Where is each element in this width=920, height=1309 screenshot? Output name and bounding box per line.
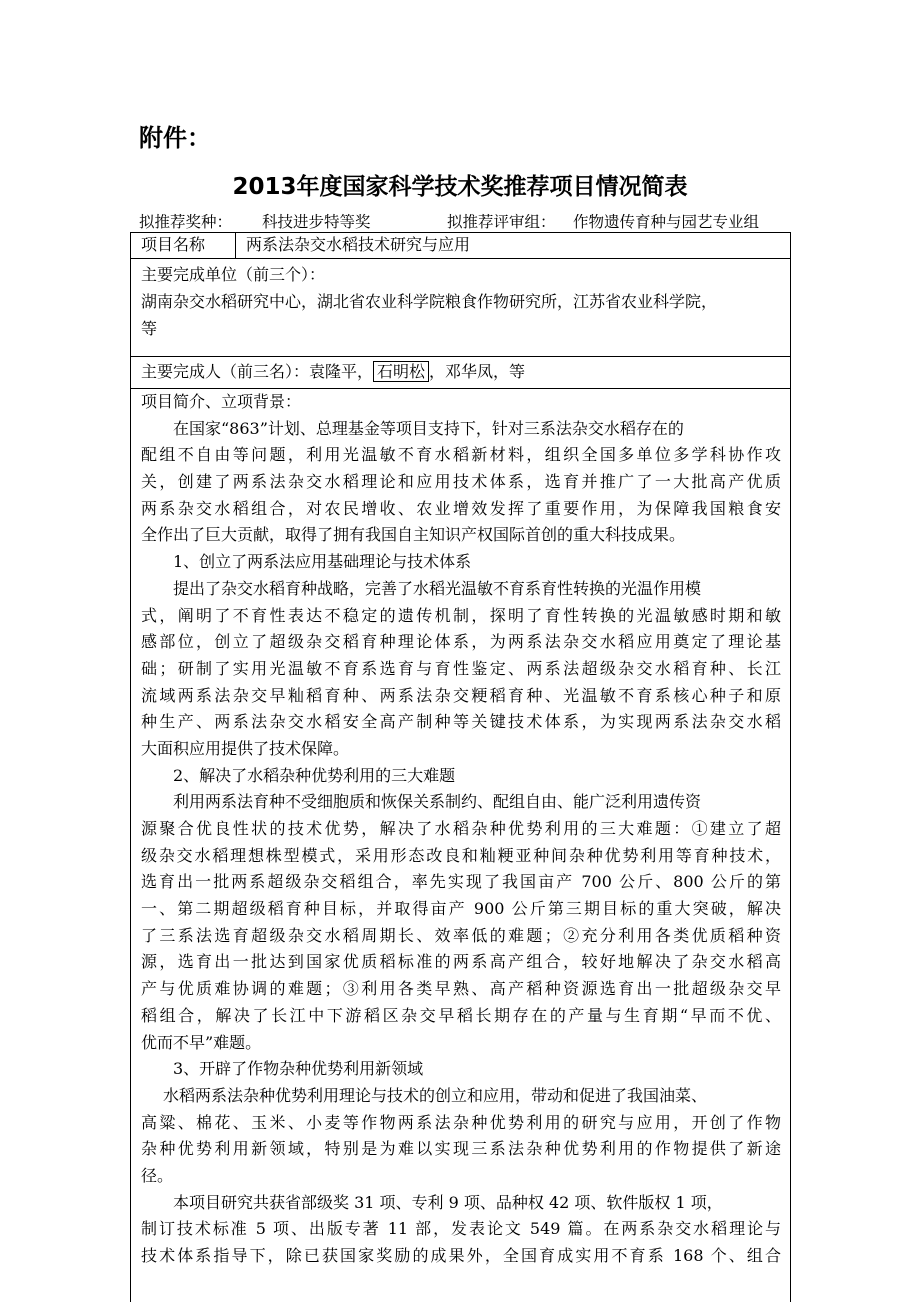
paragraph-line: 产与优质难协调的难题；③利用各类早熟、高产稻种资源选育出一批超级杂交早 xyxy=(141,979,781,999)
paragraph-line: 利用两系法育种不受细胞质和恢保关系制约、配组自由、能广泛利用遗传资 xyxy=(173,792,702,812)
paragraph-line: 两系杂交水稻组合，对农民增收、农业增效发挥了重要作用，为保障我国粮食安 xyxy=(141,498,781,518)
summary-heading: 项目简介、立项背景： xyxy=(141,392,302,411)
paragraph-line: 杂种优势利用新领域，特别是为难以实现三系法杂种优势利用的作物提供了新途 xyxy=(141,1139,781,1159)
paragraph-line: 水稻两系法杂种优势利用理论与技术的创立和应用，带动和促进了我国油菜、 xyxy=(163,1085,708,1105)
highlighted-name: 石明松 xyxy=(373,361,429,382)
summary-table xyxy=(130,232,791,1302)
paragraph-line: 优而不早”难题。 xyxy=(141,1032,262,1052)
section-heading: 3、开辟了作物杂种优势利用新领域 xyxy=(173,1059,424,1079)
paragraph-line: 配组不自由等问题，利用光温敏不育水稻新材料，组织全国多单位多学科协作攻 xyxy=(141,445,781,465)
people-rest: ，邓华凤，等 xyxy=(429,362,526,381)
paragraph-line: 大面积应用提供了技术保障。 xyxy=(141,738,350,758)
units-label: 主要完成单位（前三个）： xyxy=(141,265,326,284)
paragraph-line: 稻组合，解决了长江中下游稻区杂交早稻长期存在的产量与生育期“早而不优、 xyxy=(141,1005,781,1025)
paragraph-line: 本项目研究共获省部级奖 31 项、专利 9 项、品种权 42 项、软件版权 1 项， xyxy=(173,1192,723,1212)
column-divider xyxy=(235,233,236,258)
paragraph-line: 一、第二期超级稻育种目标，并取得亩产 900 公斤第三期目标的重大突破，解决 xyxy=(141,899,781,919)
paragraph-line: 在国家“863”计划、总理基金等项目支持下，针对三系法杂交水稻存在的 xyxy=(173,418,684,438)
paragraph-line: 础；研制了实用光温敏不育系选育与育性鉴定、两系法超级杂交水稻育种、长江 xyxy=(141,658,781,678)
review-panel-value: 作物遗传育种与园艺专业组 xyxy=(573,213,760,231)
project-name-value: 两系法杂交水稻技术研究与应用 xyxy=(246,235,471,254)
paragraph-line: 源聚合优良性状的技术优势，解决了水稻杂种优势利用的三大难题：①建立了超 xyxy=(141,819,781,838)
section-heading: 1、创立了两系法应用基础理论与技术体系 xyxy=(173,552,472,572)
paragraph-line: 技术体系指导下，除已获国家奖励的成果外，全国育成实用不育系 168 个、组合 xyxy=(141,1246,781,1265)
paragraph-line: 种生产、两系法杂交水稻安全高产制种等关键技术体系，为实现两系法杂交水稻 xyxy=(141,712,781,732)
paragraph-line: 高粱、棉花、玉米、小麦等作物两系法杂种优势利用的研究与应用，开创了作物 xyxy=(141,1112,781,1132)
project-name-label: 项目名称 xyxy=(141,235,206,254)
page-title: 2013年度国家科学技术奖推荐项目情况简表 xyxy=(232,174,688,200)
attachment-label: 附件： xyxy=(139,124,211,152)
paragraph-line: 感部位，创立了超级杂交稻育种理论体系，为两系法杂交水稻应用奠定了理论基 xyxy=(141,632,781,652)
units-line-2: 等 xyxy=(141,319,158,338)
paragraph-line: 选育出一批两系超级杂交稻组合，率先实现了我国亩产 700 公斤、800 公斤的第 xyxy=(141,872,781,892)
paragraph-line: 径。 xyxy=(141,1165,174,1185)
paragraph-line: 制订技术标准 5 项、出版专著 11 部，发表论文 549 篇。在两系杂交水稻理论与 xyxy=(141,1219,781,1239)
paragraph-line: 了三系法选育超级杂交水稻周期长、效率低的难题；②充分利用各类优质稻种资 xyxy=(141,925,781,945)
units-line-1: 湖南杂交水稻研究中心，湖北省农业科学院粮食作物研究所，江苏省农业科学院， xyxy=(141,292,718,311)
paragraph-line: 全作出了巨大贡献，取得了拥有我国自主知识产权国际首创的重大科技成果。 xyxy=(141,525,686,545)
people-row xyxy=(131,357,790,389)
paragraph-line: 式，阐明了不育性表达不稳定的遗传机制，探明了育性转换的光温敏感时期和敏 xyxy=(141,605,781,625)
people-line xyxy=(141,359,525,385)
project-name-row xyxy=(131,233,790,259)
summary-row xyxy=(131,389,790,1309)
paragraph-line: 流域两系法杂交早籼稻育种、两系法杂交粳稻育种、光温敏不育系核心种子和原 xyxy=(141,685,781,705)
paragraph-line: 关，创建了两系法杂交水稻理论和应用技术体系，选育并推广了一大批高产优质 xyxy=(141,472,781,492)
units-row xyxy=(131,259,790,357)
paragraph-line: 源，选育出一批达到国家优质稻标准的两系高产组合，较好地解决了杂交水稻高 xyxy=(141,952,781,972)
summary-body xyxy=(141,389,781,1270)
award-type-label: 拟推荐奖种： xyxy=(139,213,233,231)
award-type-value: 科技进步特等奖 xyxy=(262,213,371,231)
section-heading: 2、解决了水稻杂种优势利用的三大难题 xyxy=(173,765,456,785)
paragraph-line: 级杂交水稻理想株型模式，采用形态改良和籼粳亚种间杂种优势利用等育种技术， xyxy=(141,845,781,865)
paragraph-line: 提出了杂交水稻育种战略，完善了水稻光温敏不育系育性转换的光温作用模 xyxy=(173,578,702,598)
review-panel-label: 拟推荐评审组： xyxy=(447,213,556,231)
people-label: 主要完成人（前三名）：袁隆平， xyxy=(141,362,374,381)
